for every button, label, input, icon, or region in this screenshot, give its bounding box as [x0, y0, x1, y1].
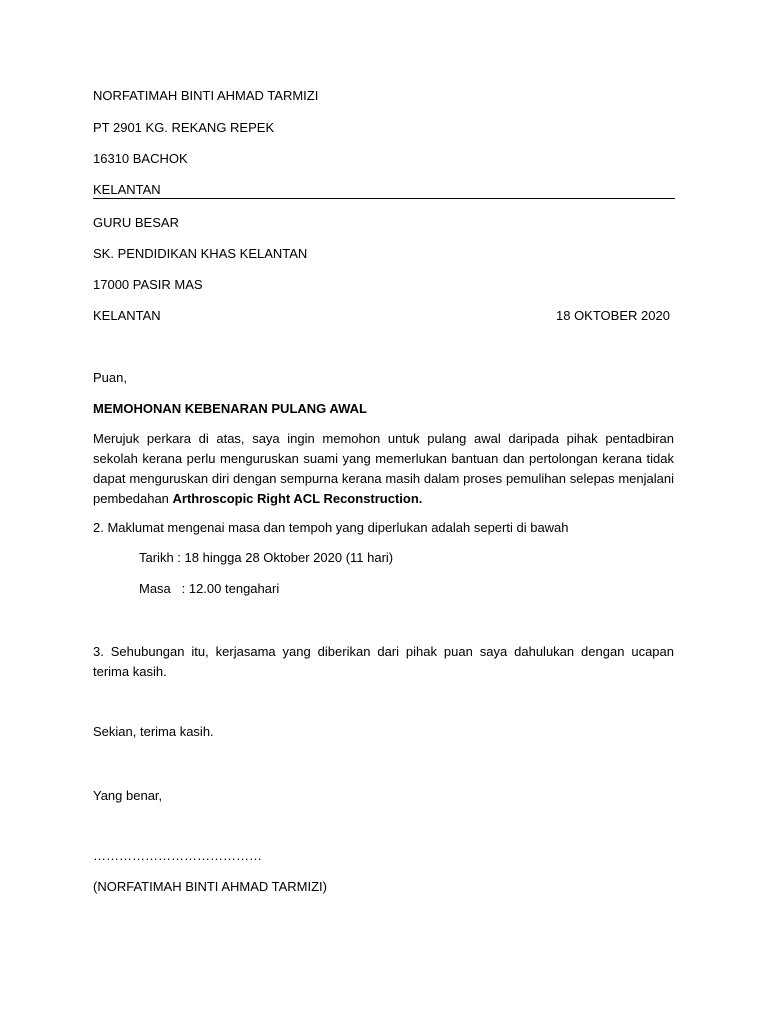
header-divider — [93, 198, 675, 199]
recipient-title: GURU BESAR — [93, 215, 179, 230]
sender-name: NORFATIMAH BINTI AHMAD TARMIZI — [93, 88, 319, 103]
signature-line: ………………………………… — [93, 848, 262, 863]
body-paragraph-1-text: Merujuk perkara di atas, saya ingin memohon untuk pulang awal daripada pihak pentadbiran sekolah kerana perlu menguruskan suami yang memerlukan bantuan dan pertolongan kerana tidak dapat menguruskan diri dengan sempurna kerana masih dalam proses pemulihan selepas menjalani pembedahan — [93, 431, 674, 506]
signatory-name: (NORFATIMAH BINTI AHMAD TARMIZI) — [93, 879, 327, 894]
detail-time: Masa : 12.00 tengahari — [139, 581, 280, 596]
closing-thanks: Sekian, terima kasih. — [93, 724, 214, 739]
salutation: Puan, — [93, 370, 127, 385]
body-paragraph-3: 3. Sehubungan itu, kerjasama yang diberikan dari pihak puan saya dahulukan dengan ucapan terima kasih. — [93, 644, 674, 679]
recipient-postcode-city: 17000 PASIR MAS — [93, 277, 203, 292]
sign-off: Yang benar, — [93, 788, 163, 803]
sender-address-line-2: 16310 BACHOK — [93, 151, 188, 166]
detail-date: Tarikh : 18 hingga 28 Oktober 2020 (11 hari) — [139, 550, 394, 565]
sender-state: KELANTAN — [93, 182, 161, 197]
body-paragraph-2: 2. Maklumat mengenai masa dan tempoh yang diperlukan adalah seperti di bawah — [93, 520, 569, 535]
sender-address-line-1: PT 2901 KG. REKANG REPEK — [93, 120, 275, 135]
procedure-name: Arthroscopic Right ACL Reconstruction. — [172, 491, 423, 506]
recipient-school: SK. PENDIDIKAN KHAS KELANTAN — [93, 246, 308, 261]
subject-heading: MEMOHONAN KEBENARAN PULANG AWAL — [93, 401, 367, 416]
recipient-state: KELANTAN — [93, 308, 161, 323]
letter-date: 18 OKTOBER 2020 — [556, 308, 670, 323]
body-paragraph-1 — [93, 429, 674, 509]
